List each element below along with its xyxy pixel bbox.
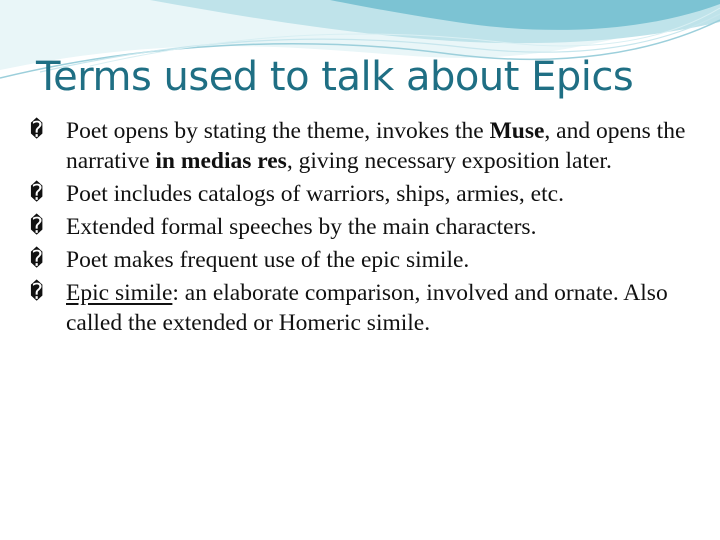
bullet-text: Poet includes catalogs of warriors, ships, armies, etc. bbox=[66, 181, 564, 207]
bullet-text: , and opens the narrative bbox=[66, 118, 686, 174]
bullet-marker-icon: � bbox=[30, 280, 44, 305]
bullet-item bbox=[30, 245, 702, 275]
bullet-text: Poet makes frequent use of the epic simile. bbox=[66, 247, 470, 273]
bullet-item bbox=[30, 212, 702, 242]
bullet-marker-icon: � bbox=[30, 118, 44, 143]
bullet-text: , giving necessary exposition later. bbox=[286, 148, 612, 174]
bullet-marker-icon: � bbox=[30, 181, 44, 206]
bullet-text: Poet opens by stating the theme, invokes the bbox=[66, 118, 490, 144]
slide-title: Terms used to talk about Epics bbox=[36, 54, 634, 100]
in-medias-res-term: in medias res bbox=[155, 148, 287, 174]
bullet-marker-icon: � bbox=[30, 214, 44, 239]
bullet-item bbox=[30, 179, 702, 209]
bullet-text: Extended formal speeches by the main characters. bbox=[66, 214, 537, 240]
bullet-marker-icon: � bbox=[30, 247, 44, 272]
muse-term: Muse bbox=[489, 118, 545, 144]
bullet-text: : an elaborate comparison, involved and ornate. Also called the extended or Homeric simile. bbox=[66, 280, 668, 336]
bullet-list bbox=[30, 116, 702, 341]
epic-simile-term: Epic simile bbox=[66, 280, 173, 306]
bullet-item bbox=[30, 278, 702, 338]
bullet-item bbox=[30, 116, 702, 176]
